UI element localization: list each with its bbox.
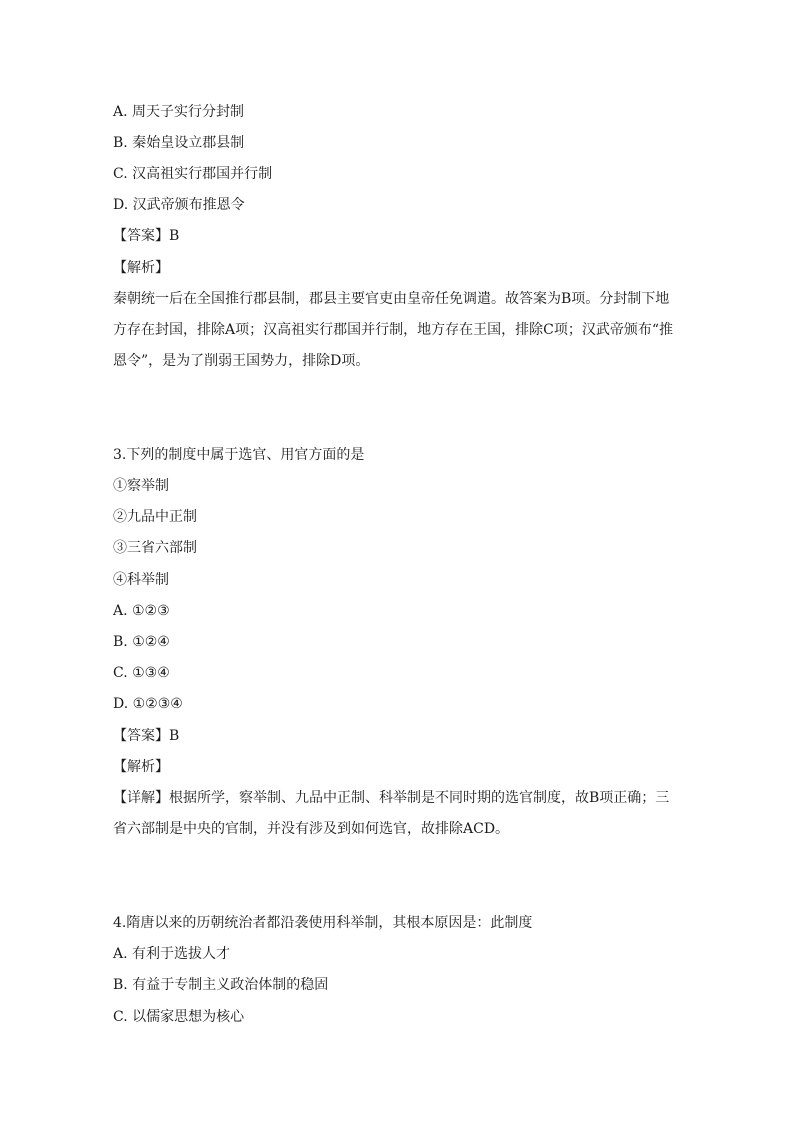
q3-item-3: ③三省六部制 [113, 540, 197, 556]
q3-analysis-line-1: 【详解】根据所学，察举制、九品中正制、科举制是不同时期的选官制度，故B项正确；三 [113, 790, 670, 806]
q4-option-a: A. 有利于选拔人才 [113, 946, 231, 962]
q4-option-c: C. 以儒家思想为核心 [113, 1009, 245, 1025]
q2-analysis-line-2: 方存在封国，排除A项；汉高祖实行郡国并行制，地方存在王国，排除C项；汉武帝颁布“推 [113, 322, 673, 338]
q3-analysis-heading: 【解析】 [113, 759, 169, 775]
q2-option-d: D. 汉武帝颁布推恩令 [113, 197, 245, 213]
q2-analysis-line-3: 恩令”，是为了削弱王国势力，排除D项。 [113, 353, 370, 369]
q2-option-b: B. 秦始皇设立郡县制 [113, 135, 245, 151]
q2-analysis-heading: 【解析】 [113, 260, 169, 276]
q3-answer: 【答案】B [113, 728, 180, 744]
q3-item-2: ②九品中正制 [113, 509, 197, 525]
q3-analysis-line-2: 省六部制是中央的官制，并没有涉及到如何选官，故排除ACD。 [113, 821, 510, 837]
q2-option-a: A. 周天子实行分封制 [113, 104, 245, 120]
q3-stem: 3.下列的制度中属于选官、用官方面的是 [113, 447, 365, 463]
q2-answer: 【答案】B [113, 228, 180, 244]
q4-stem: 4.隋唐以来的历朝统治者都沿袭使用科举制，其根本原因是：此制度 [113, 915, 533, 931]
q3-option-d: D. ①②③④ [113, 696, 183, 712]
q2-analysis-line-1: 秦朝统一后在全国推行郡县制，郡县主要官吏由皇帝任免调遣。故答案为B项。分封制下地 [113, 291, 670, 307]
q4-option-b: B. 有益于专制主义政治体制的稳固 [113, 977, 329, 993]
q3-item-4: ④科举制 [113, 572, 169, 588]
q3-option-b: B. ①②④ [113, 634, 170, 650]
q3-option-c: C. ①③④ [113, 665, 170, 681]
q3-item-1: ①察举制 [113, 478, 169, 494]
q2-option-c: C. 汉高祖实行郡国并行制 [113, 166, 273, 182]
q3-option-a: A. ①②③ [113, 603, 170, 619]
